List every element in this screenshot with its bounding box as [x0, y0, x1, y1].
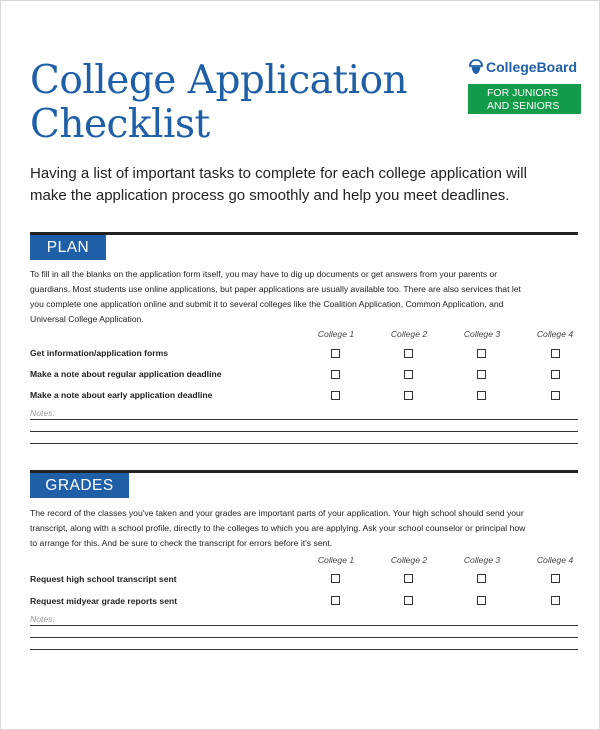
grades-notes-line[interactable]: [30, 637, 578, 638]
grades-para-line: The record of the classes you've taken and your grades are important parts of your application. Your high school should send your: [30, 508, 524, 518]
plan-para-line: you complete one application online and submit it to several colleges like the Coalition Application, Common Application, and: [30, 299, 504, 309]
acorn-icon: [469, 59, 483, 75]
checkbox[interactable]: [551, 391, 560, 400]
checkbox[interactable]: [404, 596, 413, 605]
checkbox[interactable]: [404, 349, 413, 358]
plan-notes-line[interactable]: [30, 443, 578, 444]
grades-notes-line[interactable]: [30, 625, 578, 626]
checkbox[interactable]: [551, 370, 560, 379]
checkbox[interactable]: [551, 596, 560, 605]
checkbox[interactable]: [477, 370, 486, 379]
plan-task-row: Get information/application forms: [30, 348, 168, 358]
page-title: [30, 59, 450, 147]
badge-line-2: AND SENIORS: [487, 100, 560, 112]
plan-notes-line[interactable]: [30, 419, 578, 420]
grades-para-line: transcript, along with a school profile, directly to the colleges to which you are applying. Ask your school counselor or principal how: [30, 523, 526, 533]
plan-section-tab: PLAN: [30, 235, 106, 260]
checkbox[interactable]: [477, 349, 486, 358]
checkbox[interactable]: [404, 370, 413, 379]
title-line-2: Checklist: [30, 102, 210, 147]
grades-task-row: Request high school transcript sent: [30, 574, 177, 584]
plan-description: [30, 267, 578, 327]
audience-badge: [468, 84, 581, 114]
grades-notes-label: Notes:: [30, 614, 55, 624]
checkbox[interactable]: [404, 391, 413, 400]
checkbox[interactable]: [477, 596, 486, 605]
intro-line-1: Having a list of important tasks to complete for each college application will: [30, 165, 527, 182]
grades-section-tab: GRADES: [30, 473, 129, 498]
checkbox[interactable]: [331, 574, 340, 583]
grades-description: [30, 506, 578, 551]
checkbox[interactable]: [477, 574, 486, 583]
plan-column-college-3: College 3: [463, 329, 501, 339]
checkbox[interactable]: [404, 574, 413, 583]
grades-task-row: Request midyear grade reports sent: [30, 596, 178, 606]
plan-para-line: guardians. Most students use online applications, but paper applications are usually available too. There are also services that let: [30, 284, 521, 294]
checkbox[interactable]: [551, 349, 560, 358]
plan-column-college-1: College 1: [317, 329, 355, 339]
checkbox[interactable]: [331, 349, 340, 358]
plan-notes-label: Notes:: [30, 408, 55, 418]
grades-column-college-4: College 4: [536, 555, 574, 565]
plan-column-college-4: College 4: [536, 329, 574, 339]
checkbox[interactable]: [331, 596, 340, 605]
plan-section-rule: [30, 232, 578, 235]
checkbox[interactable]: [551, 574, 560, 583]
intro-line-2: make the application process go smoothly and help you meet deadlines.: [30, 187, 510, 204]
plan-task-row: Make a note about early application deadline: [30, 390, 213, 400]
intro-text: [30, 163, 570, 207]
grades-notes-line[interactable]: [30, 649, 578, 650]
collegeboard-logo: [469, 59, 577, 75]
grades-column-college-1: College 1: [317, 555, 355, 565]
grades-column-college-3: College 3: [463, 555, 501, 565]
grades-para-line: to arrange for this. And be sure to check the transcript for errors before it's sent.: [30, 538, 333, 548]
checkbox[interactable]: [331, 370, 340, 379]
checkbox[interactable]: [331, 391, 340, 400]
plan-column-college-2: College 2: [390, 329, 428, 339]
plan-notes-line[interactable]: [30, 431, 578, 432]
plan-para-line: Universal College Application.: [30, 314, 144, 324]
logo-text: CollegeBoard: [486, 59, 578, 75]
plan-task-row: Make a note about regular application deadline: [30, 369, 222, 379]
badge-line-1: FOR JUNIORS: [487, 87, 559, 99]
checkbox[interactable]: [477, 391, 486, 400]
grades-column-college-2: College 2: [390, 555, 428, 565]
plan-para-line: To fill in all the blanks on the application form itself, you may have to dig up documents or get answers from your parents or: [30, 269, 498, 279]
title-line-1: College Application: [30, 58, 408, 103]
